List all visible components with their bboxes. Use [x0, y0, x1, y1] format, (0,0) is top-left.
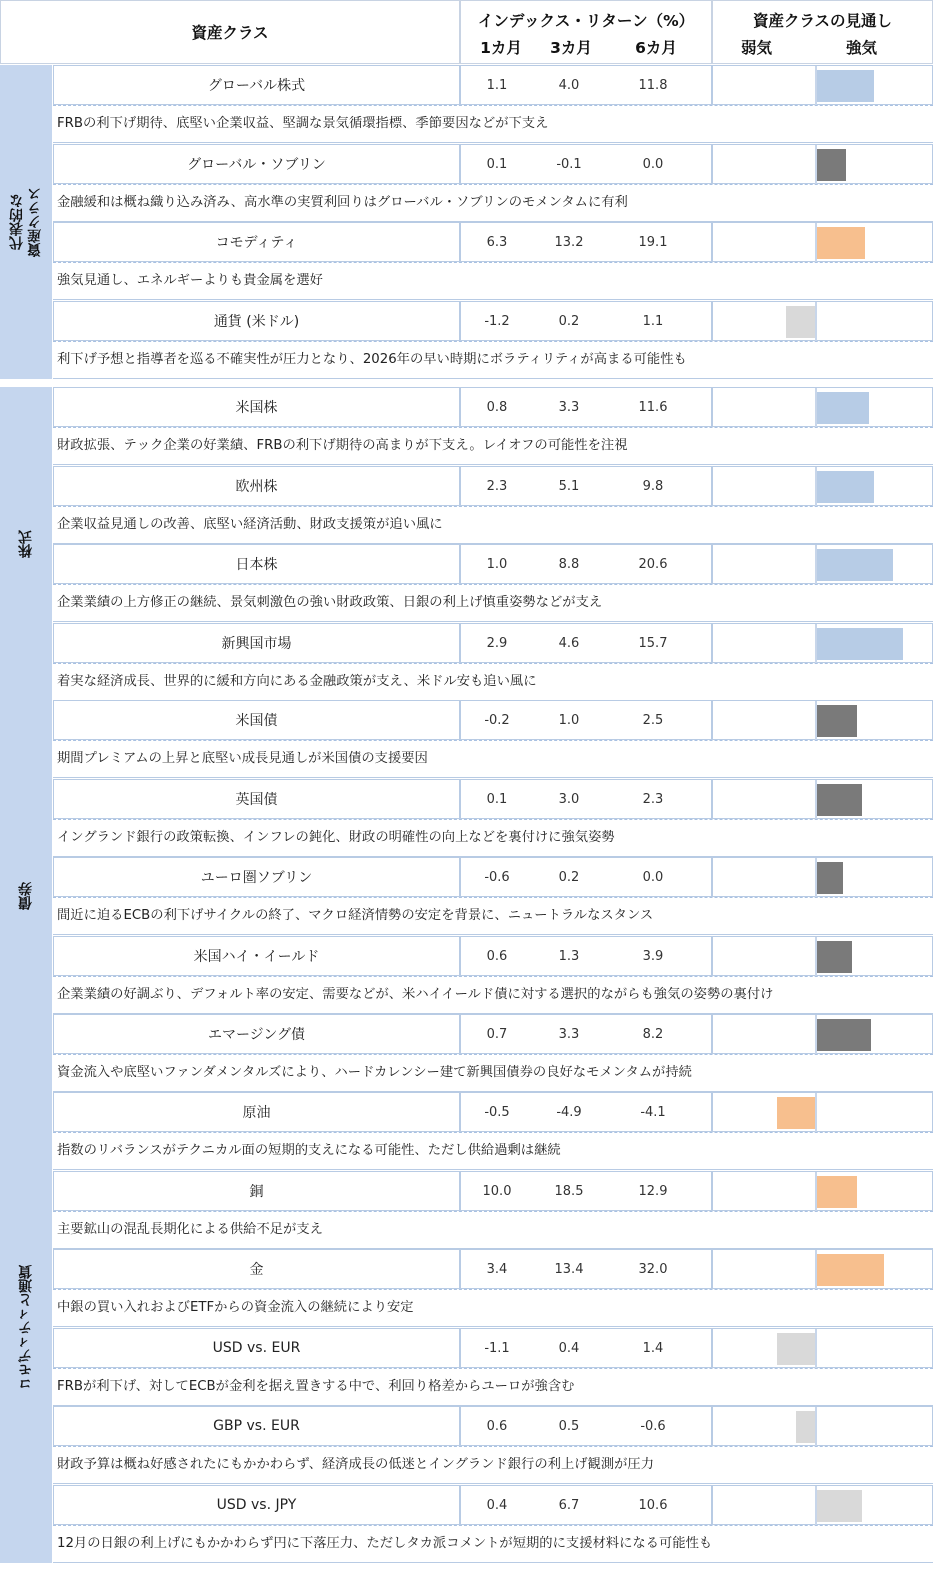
- table-row: [53, 144, 933, 184]
- asset-name: USD vs. JPY: [53, 1485, 460, 1525]
- outlook-bar: [817, 549, 893, 581]
- section-label-cell: [0, 65, 52, 379]
- return-m1: 1.0: [486, 557, 508, 572]
- asset-comment: 主要鉱山の混乱長期化による供給不足が支え: [53, 1211, 933, 1249]
- return-m1: 0.1: [486, 791, 508, 807]
- returns-cell: [460, 466, 712, 506]
- outlook-cell: [712, 222, 933, 262]
- return-m3: 8.8: [558, 557, 580, 572]
- header-asset-class: 資産クラス: [191, 24, 269, 42]
- outlook-bar: [817, 1254, 884, 1286]
- asset-name: 日本株: [53, 544, 460, 584]
- asset-name: 米国株: [53, 387, 460, 427]
- return-m1: 0.6: [486, 948, 508, 964]
- outlook-bar: [817, 862, 843, 894]
- outlook-cell: [712, 857, 933, 897]
- return-m1: -0.2: [484, 713, 510, 728]
- asset-comment: 資金流入や底堅いファンダメンタルズにより、ハードカレンシー建て新興国債券の良好なモメンタムが持続: [53, 1054, 933, 1092]
- outlook-center-line: [815, 1250, 817, 1290]
- asset-comment: 財政拡張、テック企業の好業績、FRBの利下げ期待の高まりが下支え。レイオフの可能性を注視: [53, 427, 933, 465]
- return-m3: 1.0: [558, 713, 580, 728]
- return-m6: 10.6: [638, 1497, 668, 1513]
- header-weak: 弱気: [741, 39, 773, 57]
- outlook-cell: [712, 144, 933, 184]
- asset-name: 原油: [53, 1092, 460, 1132]
- returns-cell: [460, 1328, 712, 1368]
- asset-comment: 金融緩和は概ね織り込み済み、高水準の実質利回りはグローバル・ソブリンのモメンタムに有利: [53, 184, 933, 222]
- outlook-center-line: [815, 1486, 817, 1526]
- outlook-cell: [712, 1485, 933, 1525]
- asset-name: ユーロ圏ソブリン: [53, 857, 460, 897]
- return-m1: 2.3: [486, 478, 508, 494]
- outlook-cell: [712, 387, 933, 427]
- return-m1: 0.4: [486, 1497, 508, 1513]
- table-row: [53, 544, 933, 584]
- header-6m: 6カ月: [635, 39, 677, 57]
- asset-comment: 間近に迫るECBの利下げサイクルの終了、マクロ経済情勢の安定を背景に、ニュートラルなスタンス: [53, 897, 933, 935]
- asset-comment: 利下げ予想と指導者を巡る不確実性が圧力となり、2026年の早い時期にボラティリティが高まる可能性も: [53, 341, 933, 379]
- returns-cell: [460, 623, 712, 663]
- outlook-bar: [817, 1019, 871, 1051]
- return-m6: 0.0: [642, 156, 664, 172]
- header-3m: 3カ月: [550, 39, 592, 57]
- table-row: [53, 1249, 933, 1289]
- outlook-center-line: [815, 145, 817, 185]
- outlook-center-line: [815, 302, 817, 342]
- return-m3: 4.0: [558, 78, 580, 93]
- return-m1: -0.5: [484, 1105, 510, 1120]
- asset-name: 通貨 (米ドル): [53, 301, 460, 341]
- outlook-bar: [817, 392, 869, 424]
- table-row: [53, 301, 933, 341]
- outlook-center-line: [815, 388, 817, 428]
- section-label-cell: [0, 387, 52, 701]
- table-row: [53, 779, 933, 819]
- outlook-center-line: [815, 1407, 817, 1447]
- asset-comment: 指数のリバランスがテクニカル面の短期的支えになる可能性、ただし供給過剰は継続: [53, 1132, 933, 1170]
- outlook-center-line: [815, 66, 817, 106]
- return-m1: -1.2: [484, 313, 510, 329]
- return-m3: 18.5: [554, 1183, 584, 1199]
- return-m6: 20.6: [638, 557, 668, 572]
- returns-cell: [460, 387, 712, 427]
- return-m6: 1.4: [642, 1340, 664, 1356]
- return-m6: 12.9: [638, 1183, 668, 1199]
- return-m3: 3.3: [558, 1027, 580, 1042]
- return-m6: 15.7: [638, 635, 668, 651]
- outlook-center-line: [815, 1093, 817, 1133]
- outlook-bar: [817, 628, 903, 660]
- outlook-bar: [817, 471, 874, 503]
- outlook-bar: [817, 70, 874, 102]
- outlook-bar: [777, 1333, 815, 1365]
- returns-cell: [460, 1406, 712, 1446]
- return-m1: 0.6: [486, 1419, 508, 1434]
- return-m1: 0.7: [486, 1027, 508, 1042]
- asset-comment: 企業業績の好調ぶり、デフォルト率の安定、需要などが、米ハイイールド債に対する選択的ながらも強気の姿勢の裏付け: [53, 976, 933, 1014]
- asset-comment: FRBの利下げ期待、底堅い企業収益、堅調な景気循環指標、季節要因などが下支え: [53, 105, 933, 143]
- asset-name: 金: [53, 1249, 460, 1289]
- returns-cell: [460, 222, 712, 262]
- outlook-center-line: [815, 1172, 817, 1212]
- return-m1: 1.1: [486, 78, 508, 93]
- return-m3: 13.2: [554, 235, 584, 250]
- returns-cell: [460, 144, 712, 184]
- return-m3: -0.1: [556, 156, 582, 172]
- table-row: [53, 1014, 933, 1054]
- return-m1: -1.1: [484, 1340, 510, 1356]
- outlook-center-line: [815, 624, 817, 664]
- outlook-center-line: [815, 223, 817, 263]
- returns-cell: [460, 544, 712, 584]
- asset-name: 銅: [53, 1171, 460, 1211]
- return-m6: 2.5: [642, 713, 664, 728]
- outlook-cell: [712, 466, 933, 506]
- return-m3: 0.5: [558, 1419, 580, 1434]
- outlook-center-line: [815, 858, 817, 898]
- outlook-cell: [712, 1249, 933, 1289]
- asset-name: 英国債: [53, 779, 460, 819]
- section-label-cell: [0, 1092, 52, 1563]
- returns-cell: [460, 779, 712, 819]
- outlook-bar: [817, 941, 852, 973]
- returns-cell: [460, 1485, 712, 1525]
- returns-cell: [460, 65, 712, 105]
- outlook-center-line: [815, 780, 817, 820]
- outlook-bar: [796, 1411, 815, 1443]
- header-1m: 1カ月: [480, 39, 522, 57]
- section-label-cell: [0, 700, 52, 1093]
- return-m3: 4.6: [558, 635, 580, 651]
- asset-name: 米国ハイ・イールド: [53, 936, 460, 976]
- return-m6: 11.8: [638, 78, 668, 93]
- section-label-text: 債券: [18, 882, 34, 911]
- outlook-cell: [712, 65, 933, 105]
- outlook-cell: [712, 544, 933, 584]
- outlook-bar: [817, 705, 857, 737]
- outlook-cell: [712, 1092, 933, 1132]
- table-row: [53, 623, 933, 663]
- header-returns-title: インデックス・リターン（%）: [477, 12, 695, 30]
- asset-name: USD vs. EUR: [53, 1328, 460, 1368]
- return-m6: 8.2: [642, 1027, 664, 1042]
- outlook-bar: [817, 1176, 857, 1208]
- asset-comment: 期間プレミアムの上昇と底堅い成長見通しが米国債の支援要因: [53, 740, 933, 778]
- return-m1: -0.6: [484, 870, 510, 885]
- asset-comment: 12月の日銀の利上げにもかかわらず円に下落圧力、ただしタカ派コメントが短期的に支援材料になる可能性も: [53, 1525, 933, 1563]
- outlook-cell: [712, 936, 933, 976]
- table-row: [53, 1171, 933, 1211]
- return-m6: -4.1: [640, 1105, 666, 1120]
- return-m6: 0.0: [642, 870, 664, 885]
- outlook-bar: [817, 1490, 862, 1522]
- table-row: [53, 857, 933, 897]
- asset-comment: 中銀の買い入れおよびETFからの資金流入の継続により安定: [53, 1289, 933, 1327]
- table-row: [53, 700, 933, 740]
- table-row: [53, 936, 933, 976]
- header-outlook-cell: [712, 0, 933, 64]
- return-m3: 3.3: [558, 400, 580, 415]
- returns-cell: [460, 1249, 712, 1289]
- asset-comment: 財政予算は概ね好感されたにもかかわらず、経済成長の低迷とイングランド銀行の利上げ観測が圧力: [53, 1446, 933, 1484]
- asset-comment: 企業業績の上方修正の継続、景気刺激色の強い財政政策、日銀の利上げ慎重姿勢などが支え: [53, 584, 933, 622]
- section-label: [0, 65, 52, 379]
- return-m6: 19.1: [638, 235, 668, 250]
- return-m3: 13.4: [554, 1262, 584, 1277]
- returns-cell: [460, 1092, 712, 1132]
- return-m3: 0.2: [558, 313, 580, 329]
- outlook-cell: [712, 1406, 933, 1446]
- outlook-cell: [712, 779, 933, 819]
- returns-cell: [460, 936, 712, 976]
- outlook-center-line: [815, 467, 817, 507]
- return-m3: -4.9: [556, 1105, 582, 1120]
- return-m6: 9.8: [642, 478, 664, 494]
- return-m1: 2.9: [486, 635, 508, 651]
- asset-name: GBP vs. EUR: [53, 1406, 460, 1446]
- return-m3: 3.0: [558, 791, 580, 807]
- asset-name: コモディティ: [53, 222, 460, 262]
- table-row: [53, 1328, 933, 1368]
- return-m3: 5.1: [558, 478, 580, 494]
- outlook-bar: [777, 1097, 815, 1129]
- returns-cell: [460, 700, 712, 740]
- outlook-bar: [817, 784, 862, 816]
- return-m3: 6.7: [558, 1497, 580, 1513]
- return-m6: 2.3: [642, 791, 664, 807]
- return-m1: 0.1: [486, 156, 508, 172]
- return-m1: 0.8: [486, 400, 508, 415]
- asset-name: グローバル株式: [53, 65, 460, 105]
- section-label: [0, 700, 52, 1093]
- table-row: [53, 387, 933, 427]
- outlook-center-line: [815, 545, 817, 585]
- header-strong: 強気: [846, 39, 878, 57]
- return-m3: 1.3: [558, 948, 580, 964]
- return-m1: 10.0: [482, 1183, 512, 1199]
- header-asset-class-cell: [0, 0, 460, 64]
- asset-comment: 強気見通し、エネルギーよりも貴金属を選好: [53, 262, 933, 300]
- asset-name: 米国債: [53, 700, 460, 740]
- outlook-cell: [712, 623, 933, 663]
- returns-cell: [460, 1171, 712, 1211]
- returns-cell: [460, 1014, 712, 1054]
- table-row: [53, 65, 933, 105]
- outlook-cell: [712, 301, 933, 341]
- asset-comment: イングランド銀行の政策転換、インフレの鈍化、財政の明確性の向上などを裏付けに強気姿勢: [53, 819, 933, 857]
- return-m6: -0.6: [640, 1419, 666, 1434]
- table-row: [53, 1485, 933, 1525]
- return-m6: 11.6: [638, 400, 668, 415]
- return-m6: 3.9: [642, 948, 664, 964]
- table-row: [53, 1406, 933, 1446]
- outlook-cell: [712, 1328, 933, 1368]
- section-label-text: 代表的な 資産クラス: [9, 187, 43, 257]
- table-row: [53, 222, 933, 262]
- outlook-cell: [712, 700, 933, 740]
- asset-comment: FRBが利下げ、対してECBが金利を据え置きする中で、利回り格差からユーロが強含む: [53, 1368, 933, 1406]
- return-m3: 0.4: [558, 1340, 580, 1356]
- outlook-center-line: [815, 937, 817, 977]
- return-m6: 1.1: [642, 313, 664, 329]
- outlook-bar: [817, 227, 865, 259]
- section-label: [0, 1092, 52, 1563]
- asset-comment: 企業収益見通しの改善、底堅い経済活動、財政支援策が追い風に: [53, 506, 933, 544]
- section-label: [0, 387, 52, 701]
- returns-cell: [460, 301, 712, 341]
- asset-name: 新興国市場: [53, 623, 460, 663]
- outlook-center-line: [815, 701, 817, 741]
- outlook-cell: [712, 1014, 933, 1054]
- return-m1: 3.4: [486, 1262, 508, 1277]
- asset-name: 欧州株: [53, 466, 460, 506]
- return-m6: 32.0: [638, 1262, 668, 1277]
- returns-cell: [460, 857, 712, 897]
- header-outlook-title: 資産クラスの見通し: [752, 12, 893, 30]
- table-row: [53, 1092, 933, 1132]
- section-label-text: コモディティと通貨: [18, 1264, 34, 1391]
- return-m1: 6.3: [486, 235, 508, 250]
- header-returns-cell: [460, 0, 712, 64]
- section-label-text: 株式: [18, 530, 34, 558]
- outlook-center-line: [815, 1015, 817, 1055]
- asset-name: グローバル・ソブリン: [53, 144, 460, 184]
- table-row: [53, 466, 933, 506]
- asset-name: エマージング債: [53, 1014, 460, 1054]
- outlook-center-line: [815, 1329, 817, 1369]
- outlook-cell: [712, 1171, 933, 1211]
- outlook-bar: [817, 149, 846, 181]
- return-m3: 0.2: [558, 870, 580, 885]
- outlook-bar: [786, 306, 815, 338]
- asset-comment: 着実な経済成長、世界的に緩和方向にある金融政策が支え、米ドル安も追い風に: [53, 663, 933, 701]
